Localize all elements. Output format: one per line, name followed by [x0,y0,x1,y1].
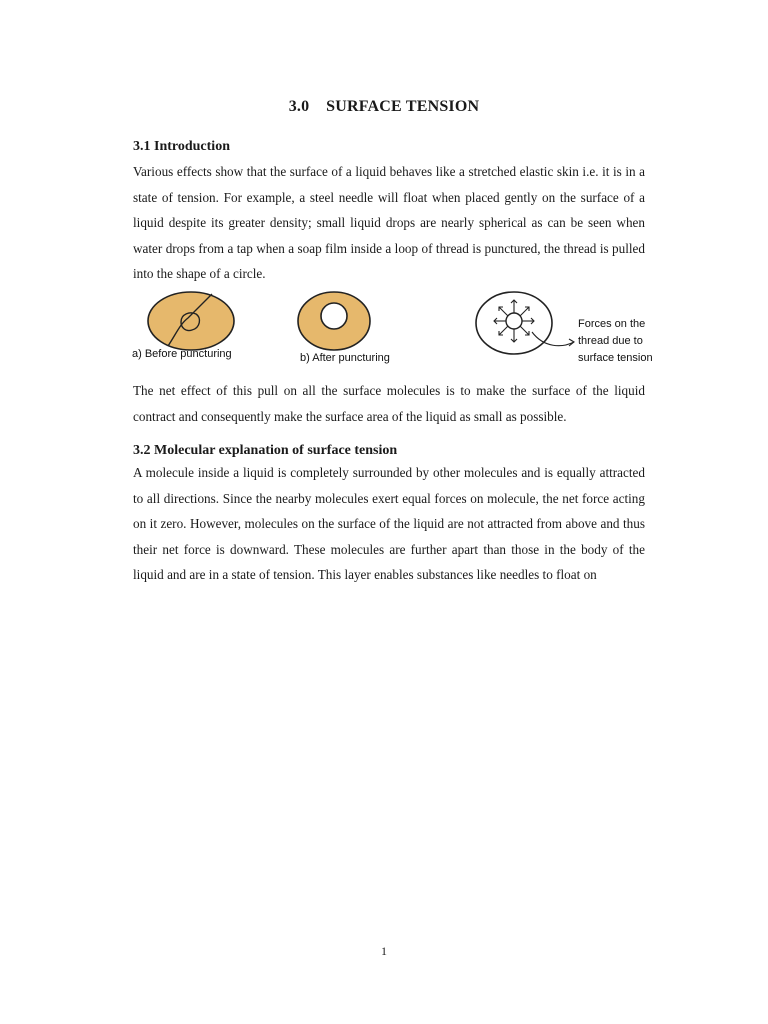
molecular-explanation-paragraph: A molecule inside a liquid is completely surrounded by other molecules and is equally attracted to all directions. Since the nearby molecules exert equal forces on molecule, the net force acting on it zero. However, molecules on the surface of the liquid are not attracted from above and thus their net force is downward. These molecules are further apart than those in the body of the liquid and are in a state of tension. This layer enables substances like needles to float on [133,465,645,582]
thread-forces-diagram [474,290,584,356]
soap-film-after-puncture-diagram [296,290,372,352]
net-effect-paragraph: The net effect of this pull on all the surface molecules is to make the surface of the liquid contract and consequently make the surface area of the liquid as small as possible. [133,383,645,424]
figure-label-forces: Forces on the thread due to surface tension [578,318,653,364]
page-title: 3.0 SURFACE TENSION [288,98,480,115]
soap-film-before-puncture-diagram [146,290,236,352]
introduction-paragraph: Various effects show that the surface of a liquid behaves like a stretched elastic skin i.e. it is in a state of tension. For example, a steel needle will float when placed gently on the surface of a liquid despite its greater density; small liquid drops are nearly spherical as can be seen when water drops from a tap when a soap film inside a loop of thread is punctured, the thread is pulled into the shape of a circle. [133,164,645,281]
section-heading-introduction: 3.1 Introduction [133,139,230,154]
figure-label-before: a) Before puncturing [132,348,232,360]
page-number: 1 [381,944,387,958]
figure-label-after: b) After puncturing [300,352,390,364]
surface-tension-figure [120,290,680,372]
section-heading-molecular-explanation: 3.2 Molecular explanation of surface tension [133,443,398,458]
